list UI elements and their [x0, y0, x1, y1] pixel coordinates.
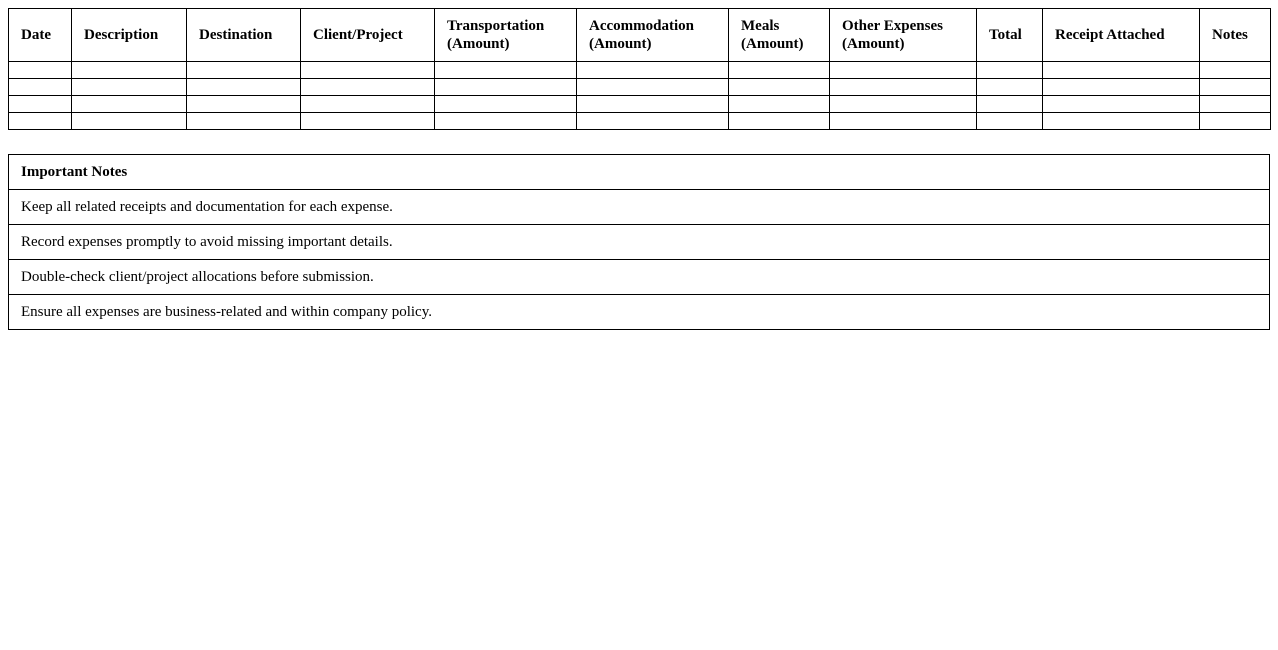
- note-item: Double-check client/project allocations before submission.: [9, 259, 1269, 294]
- table-cell[interactable]: [301, 62, 435, 79]
- column-header-total: Total: [977, 9, 1043, 62]
- column-header-receipt-attached: Receipt Attached: [1043, 9, 1200, 62]
- important-notes-box: [8, 154, 1270, 330]
- table-cell[interactable]: [577, 62, 729, 79]
- table-cell[interactable]: [830, 113, 977, 130]
- table-cell[interactable]: [1043, 113, 1200, 130]
- table-cell[interactable]: [187, 113, 301, 130]
- table-cell[interactable]: [977, 113, 1043, 130]
- table-cell[interactable]: [72, 113, 187, 130]
- table-cell[interactable]: [729, 79, 830, 96]
- table-cell[interactable]: [1200, 113, 1271, 130]
- table-cell[interactable]: [977, 62, 1043, 79]
- table-cell[interactable]: [1200, 96, 1271, 113]
- table-row: [9, 79, 1271, 96]
- expense-table: [8, 8, 1271, 130]
- column-header-other-expenses: Other Expenses (Amount): [830, 9, 977, 62]
- table-cell[interactable]: [9, 96, 72, 113]
- column-header-destination: Destination: [187, 9, 301, 62]
- table-cell[interactable]: [187, 79, 301, 96]
- table-cell[interactable]: [977, 79, 1043, 96]
- table-row: [9, 96, 1271, 113]
- table-cell[interactable]: [435, 113, 577, 130]
- table-cell[interactable]: [577, 79, 729, 96]
- column-header-client-project: Client/Project: [301, 9, 435, 62]
- table-cell[interactable]: [1043, 96, 1200, 113]
- table-header-row: [9, 9, 1271, 62]
- table-cell[interactable]: [1200, 62, 1271, 79]
- table-cell[interactable]: [729, 96, 830, 113]
- table-cell[interactable]: [187, 62, 301, 79]
- table-cell[interactable]: [301, 96, 435, 113]
- table-cell[interactable]: [435, 62, 577, 79]
- table-cell[interactable]: [435, 79, 577, 96]
- table-cell[interactable]: [435, 96, 577, 113]
- table-cell[interactable]: [1043, 79, 1200, 96]
- column-header-date: Date: [9, 9, 72, 62]
- column-header-accommodation: Accommodation (Amount): [577, 9, 729, 62]
- table-row: [9, 113, 1271, 130]
- table-cell[interactable]: [830, 62, 977, 79]
- table-cell[interactable]: [9, 62, 72, 79]
- table-cell[interactable]: [577, 113, 729, 130]
- table-cell[interactable]: [72, 79, 187, 96]
- table-cell[interactable]: [830, 79, 977, 96]
- column-header-description: Description: [72, 9, 187, 62]
- table-cell[interactable]: [301, 79, 435, 96]
- table-cell[interactable]: [977, 96, 1043, 113]
- table-cell[interactable]: [1200, 79, 1271, 96]
- table-row: [9, 62, 1271, 79]
- table-cell[interactable]: [187, 96, 301, 113]
- table-cell[interactable]: [729, 62, 830, 79]
- table-cell[interactable]: [9, 113, 72, 130]
- table-cell[interactable]: [9, 79, 72, 96]
- note-item: Ensure all expenses are business-related and within company policy.: [9, 294, 1269, 329]
- table-cell[interactable]: [577, 96, 729, 113]
- column-header-meals: Meals (Amount): [729, 9, 830, 62]
- table-cell[interactable]: [72, 62, 187, 79]
- table-cell[interactable]: [72, 96, 187, 113]
- column-header-notes: Notes: [1200, 9, 1271, 62]
- table-cell[interactable]: [729, 113, 830, 130]
- table-cell[interactable]: [830, 96, 977, 113]
- important-notes-title: Important Notes: [21, 163, 128, 180]
- note-item: Keep all related receipts and documentation for each expense.: [9, 189, 1269, 224]
- table-cell[interactable]: [301, 113, 435, 130]
- table-cell[interactable]: [1043, 62, 1200, 79]
- column-header-transportation: Transportation (Amount): [435, 9, 577, 62]
- note-item: Record expenses promptly to avoid missing important details.: [9, 224, 1269, 259]
